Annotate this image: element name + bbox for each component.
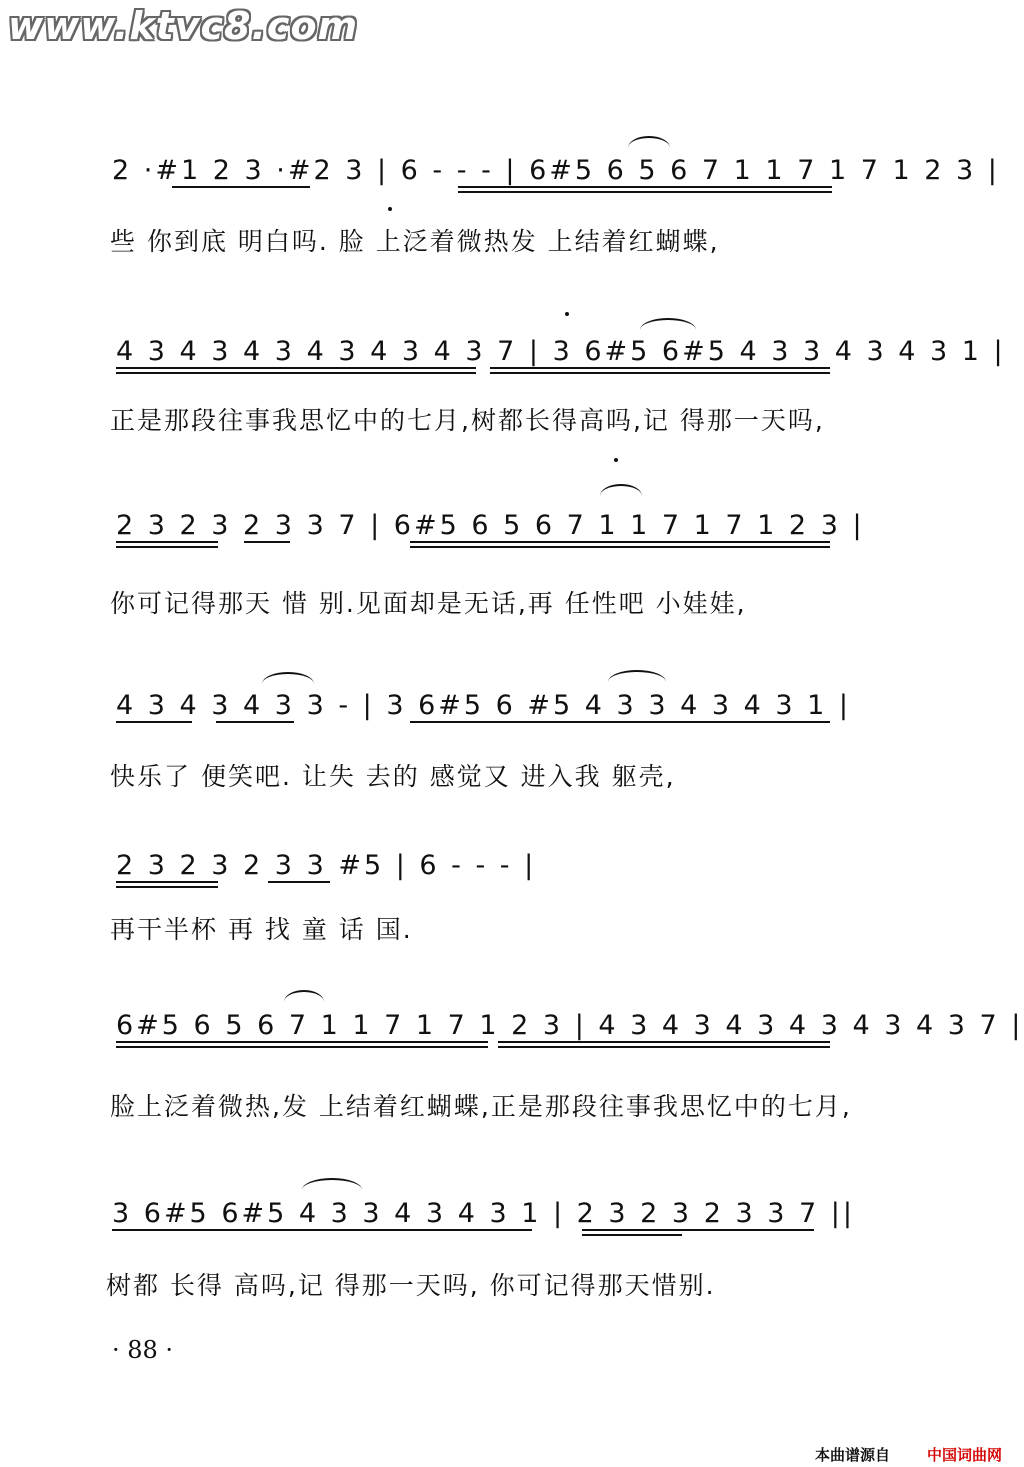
- slur: [284, 990, 324, 1002]
- page-number: · 88 ·: [112, 1336, 174, 1364]
- underline: [582, 1234, 682, 1236]
- footer-source-label: 本曲谱源自: [815, 1446, 891, 1464]
- slur: [600, 484, 642, 496]
- slur: [262, 672, 314, 684]
- lyric-row: 树都 长得 高吗,记 得那一天吗, 你可记得那天惜别.: [106, 1271, 716, 1300]
- underline: [116, 367, 476, 369]
- lyric-row: 你可记得那天 惜 别.见面却是无话,再 任性吧 小娃娃,: [110, 589, 747, 618]
- underline: [410, 546, 830, 548]
- underline: [116, 1041, 488, 1043]
- underline: [172, 186, 310, 188]
- underline: [116, 1046, 488, 1048]
- lyric-row: 正是那段往事我思忆中的七月,树都长得高吗,记 得那一天吗,: [110, 406, 825, 435]
- lyric-row: 再干半杯 再 找 童 话 国.: [110, 915, 413, 944]
- underline: [112, 1229, 532, 1231]
- octave-dot: [565, 312, 569, 316]
- watermark-text: www.ktvc8.com: [8, 4, 359, 48]
- underline: [268, 881, 330, 883]
- underline: [498, 1041, 830, 1043]
- underline: [498, 1046, 830, 1048]
- underline: [490, 372, 830, 374]
- slur: [640, 318, 696, 330]
- underline: [116, 546, 218, 548]
- notation-row: 6#5 6 5 6 7 1 1 7 1 7 1 2 3 | 4 3 4 3 4 3 4 3 4 3 4 3 7 |: [116, 1010, 1024, 1041]
- underline: [116, 721, 192, 723]
- lyric-row: 脸上泛着微热,发 上结着红蝴蝶,正是那段往事我思忆中的七月,: [110, 1092, 852, 1121]
- underline: [490, 367, 830, 369]
- notation-row: 2 3 2 3 2 3 3 7 | 6#5 6 5 6 7 1 1 7 1 7 1 2 3 |: [116, 510, 865, 541]
- underline: [216, 721, 294, 723]
- notation-row: 2 3 2 3 2 3 3 #5 | 6 - - - |: [116, 850, 537, 881]
- underline: [116, 372, 476, 374]
- underline: [116, 886, 218, 888]
- underline: [244, 541, 290, 543]
- footer-site-name: 中国词曲网: [927, 1446, 1003, 1464]
- underline: [582, 1229, 814, 1231]
- notation-row: 4 3 4 3 4 3 3 - | 3 6#5 6 #5 4 3 3 4 3 4 3 1 |: [116, 690, 851, 721]
- notation-row: 3 6#5 6#5 4 3 3 4 3 4 3 1 | 2 3 2 3 2 3 3 7 ||: [112, 1198, 855, 1229]
- slur: [628, 136, 670, 148]
- slur: [608, 670, 666, 682]
- octave-dot: [614, 458, 618, 462]
- slur: [302, 1178, 362, 1190]
- underline: [458, 186, 832, 188]
- underline: [458, 191, 832, 193]
- notation-row: 2 ·#1 2 3 ·#2 3 | 6 - - - | 6#5 6 5 6 7 1 1 7 1 7 1 2 3 |: [112, 155, 1000, 186]
- underline: [116, 881, 218, 883]
- underline: [116, 541, 218, 543]
- lyric-row: 快乐了 便笑吧. 让失 去的 感觉又 进入我 躯壳,: [110, 762, 676, 791]
- octave-dot: [388, 207, 392, 211]
- lyric-row: 些 你到底 明白吗. 脸 上泛着微热发 上结着红蝴蝶,: [110, 227, 720, 256]
- notation-row: 4 3 4 3 4 3 4 3 4 3 4 3 7 | 3 6#5 6#5 4 3 3 4 3 4 3 1 |: [116, 336, 1006, 367]
- underline: [410, 721, 830, 723]
- underline: [410, 541, 830, 543]
